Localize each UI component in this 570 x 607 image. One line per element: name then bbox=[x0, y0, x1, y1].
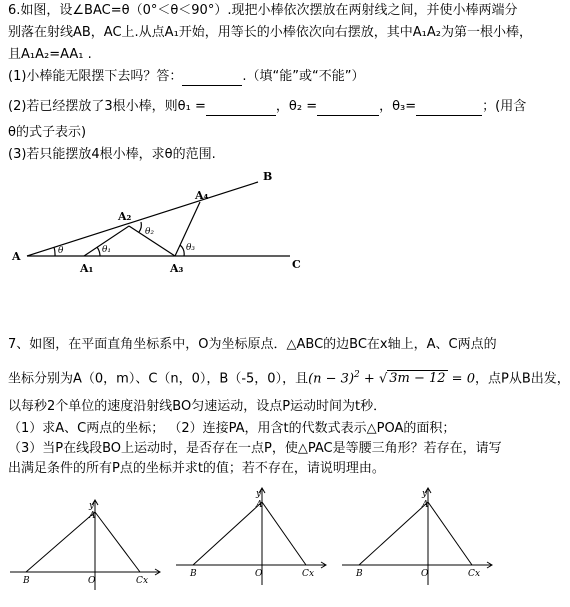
equation-square-term: (n − 3) bbox=[308, 371, 355, 387]
q6-part3: (3)若只能摆放4根小棒，求θ的范围. bbox=[8, 147, 216, 162]
q7-line3: 以每秒2个单位的速度沿射线BO匀速运动，设点P运动时间为t秒． bbox=[8, 399, 387, 414]
fig2-a: A bbox=[256, 500, 263, 510]
sqrt-sign: √ bbox=[378, 371, 388, 387]
label-a4: A₄ bbox=[195, 189, 209, 202]
label-a2: A₂ bbox=[118, 210, 132, 223]
label-theta2: θ₂ bbox=[145, 227, 155, 237]
label-theta: θ bbox=[58, 246, 64, 256]
fig1-a: A bbox=[89, 511, 96, 521]
label-c: C bbox=[292, 258, 301, 271]
q7-line2-text-a: 坐标分别为A（0，m）、C（n，0），B（-5，0），且 bbox=[8, 371, 309, 387]
label-b: B bbox=[263, 170, 273, 183]
q6-part2-text-c: ，θ₃= bbox=[379, 99, 417, 114]
fig3-a: A bbox=[422, 500, 429, 510]
q6-line3: 且A₁A₂=AA₁ . bbox=[8, 47, 92, 62]
fig3-b: B bbox=[356, 569, 363, 579]
q6-part1-hint: .（填“能”或“不能”） bbox=[242, 69, 365, 84]
q7-line6: 出满足条件的所有P点的坐标并求t的值；若不存在，请说明理由。 bbox=[8, 461, 385, 476]
q7-line2-text-b: ，点P从B出发， bbox=[474, 371, 570, 387]
q6-line2: 别落在射线AB，AC上.从点A₁开始，用等长的小棒依次向右摆放，其中A₁A₂为第一根小棒， bbox=[8, 25, 532, 40]
equation-sqrt-term: 3m − 12 bbox=[389, 371, 446, 387]
label-theta3: θ₃ bbox=[186, 243, 196, 253]
side-ab-1 bbox=[26, 512, 95, 572]
fig1-b: B bbox=[23, 576, 30, 586]
fig2-b: B bbox=[190, 569, 197, 579]
fig3-x: x bbox=[475, 569, 481, 579]
equation-plus: + bbox=[359, 371, 379, 387]
fig3-y: y bbox=[422, 489, 428, 499]
side-ac-3 bbox=[428, 502, 472, 565]
label-a1: A₁ bbox=[80, 262, 94, 275]
side-ac-1 bbox=[95, 512, 140, 572]
equation-equals: = 0 bbox=[447, 371, 475, 387]
fig1-c: C bbox=[136, 576, 143, 586]
equation-exponent: 2 bbox=[354, 370, 360, 380]
side-ac-2 bbox=[262, 502, 306, 565]
fig2-c: C bbox=[302, 569, 309, 579]
fig1-o: O bbox=[88, 576, 96, 586]
fig3-c: C bbox=[468, 569, 475, 579]
q7-line4: （1）求A、C两点的坐标； （2）连接PA，用含t的代数式表示△POA的面积； bbox=[8, 421, 456, 436]
q6-part2-text-d: ；(用含 bbox=[482, 99, 527, 114]
side-ab-2 bbox=[193, 502, 262, 565]
label-theta1: θ₁ bbox=[102, 245, 112, 255]
q6-part2-text-a: (2)若已经摆放了3根小棒，则θ₁ = bbox=[8, 99, 206, 114]
q6-part2-text-b: ，θ₂ = bbox=[275, 99, 318, 114]
fig2-y: y bbox=[256, 489, 262, 499]
q6-part2-cont: θ的式子表示) bbox=[8, 125, 87, 140]
fig1-x: x bbox=[143, 576, 149, 586]
fig2-x: x bbox=[309, 569, 315, 579]
q6-line1: 6.如图，设∠BAC=θ（0°＜θ＜90°）.现把小棒依次摆放在两射线之间，并使小棒两端分 bbox=[8, 3, 518, 18]
q7-line1: 7、如图，在平面直角坐标系中，O为坐标原点．△ABC的边BC在x轴上，A、C两点的 bbox=[8, 337, 497, 352]
q6-part1-prompt: (1)小棒能无限摆下去吗？答： bbox=[8, 69, 183, 84]
label-a3: A₃ bbox=[170, 262, 184, 275]
fig2-o: O bbox=[255, 569, 263, 579]
q7-line5: （3）当P在线段BO上运动时，是否存在一点P，使△PAC是等腰三角形？若存在，请写 bbox=[8, 441, 502, 456]
side-ab-3 bbox=[359, 502, 428, 565]
fig3-o: O bbox=[421, 569, 429, 579]
label-a: A bbox=[12, 250, 21, 263]
fig1-y: y bbox=[89, 501, 95, 511]
